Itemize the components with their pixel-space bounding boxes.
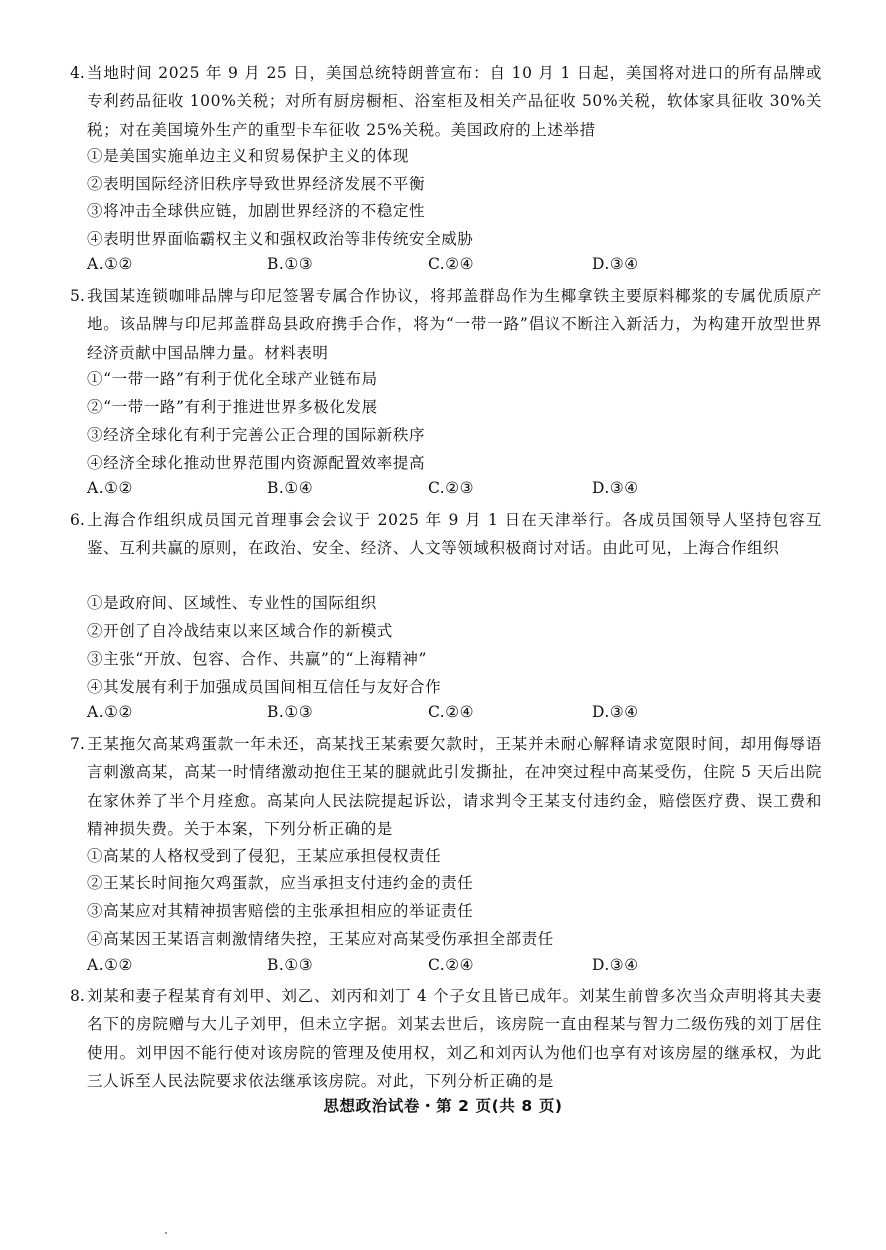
question-option: ③主张“开放、包容、合作、共赢”的“上海精神” [87, 650, 427, 668]
question-option: ③将冲击全球供应链，加剧世界经济的不稳定性 [87, 202, 426, 220]
answer-choice-c: C.②④ [428, 703, 475, 721]
answer-choice-d: D.③④ [592, 255, 639, 273]
question-stem: 刘某和妻子程某育有刘甲、刘乙、刘丙和刘丁 4 个子女且皆已成年。刘某生前曾多次当众声明将其夫妻名下的房院赠与大儿子刘甲，但未立字据。刘某去世后，该房院一直由程某与智力二级伤残的刘丁居住使用。刘甲因不能行使对该房院的管理及使用权，刘乙和刘丙认为他们也享有对该房屋的继承权，为此三人诉至人民法院要求依法继承该房院。对此，下列分析正确的是 [87, 987, 822, 1090]
question-option: ②开创了自冷战结束以来区域合作的新模式 [87, 622, 393, 640]
answer-choices [87, 252, 787, 276]
page-footer: 思想政治试卷・第 2 页(共 8 页) [323, 1097, 563, 1115]
question-option: ①是政府间、区域性、专业性的国际组织 [87, 594, 377, 612]
question-option: ④表明世界面临霸权主义和强权政治等非传统安全威胁 [87, 230, 474, 248]
question-option: ④经济全球化推动世界范围内资源配置效率提高 [87, 454, 426, 472]
answer-choice-a: A.①② [87, 479, 133, 497]
question-option: ①是美国实施单边主义和贸易保护主义的体现 [87, 147, 410, 165]
answer-choice-c: C.②④ [428, 956, 475, 974]
answer-choice-d: D.③④ [592, 703, 639, 721]
question-number: 8. [70, 987, 85, 1005]
question-option: ④高某因王某语言刺激情绪失控，王某应对高某受伤承担全部责任 [87, 930, 554, 948]
question-option: ③经济全球化有利于完善公正合理的国际新秩序 [87, 426, 426, 444]
question-number: 6. [70, 511, 85, 529]
question-number: 4. [70, 64, 85, 82]
answer-choice-a: A.①② [87, 956, 133, 974]
answer-choice-b: B.①③ [267, 703, 314, 721]
answer-choices [87, 700, 787, 724]
answer-choices [87, 953, 787, 977]
question-stem: 当地时间 2025 年 9 月 25 日，美国总统特朗普宣布：自 10 月 1 日起，美国将对进口的所有品牌或专利药品征收 100%关税；对所有厨房橱柜、浴室柜及相关产品征收 50%关税，软体家具征收 30%关税；对在美国境外生产的重型卡车征收 25%关税。美国政府的上述举措 [87, 64, 822, 139]
question-stem: 王某拖欠高某鸡蛋款一年未还，高某找王某索要欠款时，王某并未耐心解释请求宽限时间，却用侮辱语言刺激高某，高某一时情绪激动抱住王某的腿就此引发撕扯，在冲突过程中高某受伤，住院 5 天后出院在家休养了半个月痊愈。高某向人民法院提起诉讼，请求判令王某支付违约金，赔偿医疗费、误工费和精神损失费。关于本案，下列分析正确的是 [87, 735, 822, 838]
question-option: ①高某的人格权受到了侵犯，王某应承担侵权责任 [87, 847, 442, 865]
question-stem: 我国某连锁咖啡品牌与印尼签署专属合作协议，将邦盖群岛作为生椰拿铁主要原料椰浆的专属优质原产地。该品牌与印尼邦盖群岛县政府携手合作，将为“一带一路”倡议不断注入新活力，为构建开放型世界经济贡献中国品牌力量。材料表明 [87, 287, 822, 362]
scan-dot [165, 1232, 167, 1234]
question-option: ③高某应对其精神损害赔偿的主张承担相应的举证责任 [87, 902, 474, 920]
question-option: ②“一带一路”有利于推进世界多极化发展 [87, 398, 378, 416]
answer-choice-d: D.③④ [592, 956, 639, 974]
question-option: ②表明国际经济旧秩序导致世界经济发展不平衡 [87, 175, 426, 193]
answer-choice-a: A.①② [87, 255, 133, 273]
question-number: 5. [70, 287, 85, 305]
answer-choice-b: B.①③ [267, 956, 314, 974]
question-stem: 上海合作组织成员国元首理事会会议于 2025 年 9 月 1 日在天津举行。各成员国领导人坚持包容互鉴、互利共赢的原则，在政治、安全、经济、人文等领域积极商讨对话。由此可见，上海合作组织 [87, 511, 822, 558]
answer-choice-d: D.③④ [592, 479, 639, 497]
question-number: 7. [70, 735, 85, 753]
answer-choice-b: B.①③ [267, 255, 314, 273]
question-option: ①“一带一路”有利于优化全球产业链布局 [87, 370, 378, 388]
answer-choice-c: C.②④ [428, 255, 475, 273]
answer-choice-a: A.①② [87, 703, 133, 721]
answer-choice-b: B.①④ [267, 479, 314, 497]
answer-choice-c: C.②③ [428, 479, 475, 497]
answer-choices [87, 476, 787, 500]
question-option: ②王某长时间拖欠鸡蛋款，应当承担支付违约金的责任 [87, 874, 474, 892]
question-option: ④其发展有利于加强成员国间相互信任与友好合作 [87, 678, 442, 696]
